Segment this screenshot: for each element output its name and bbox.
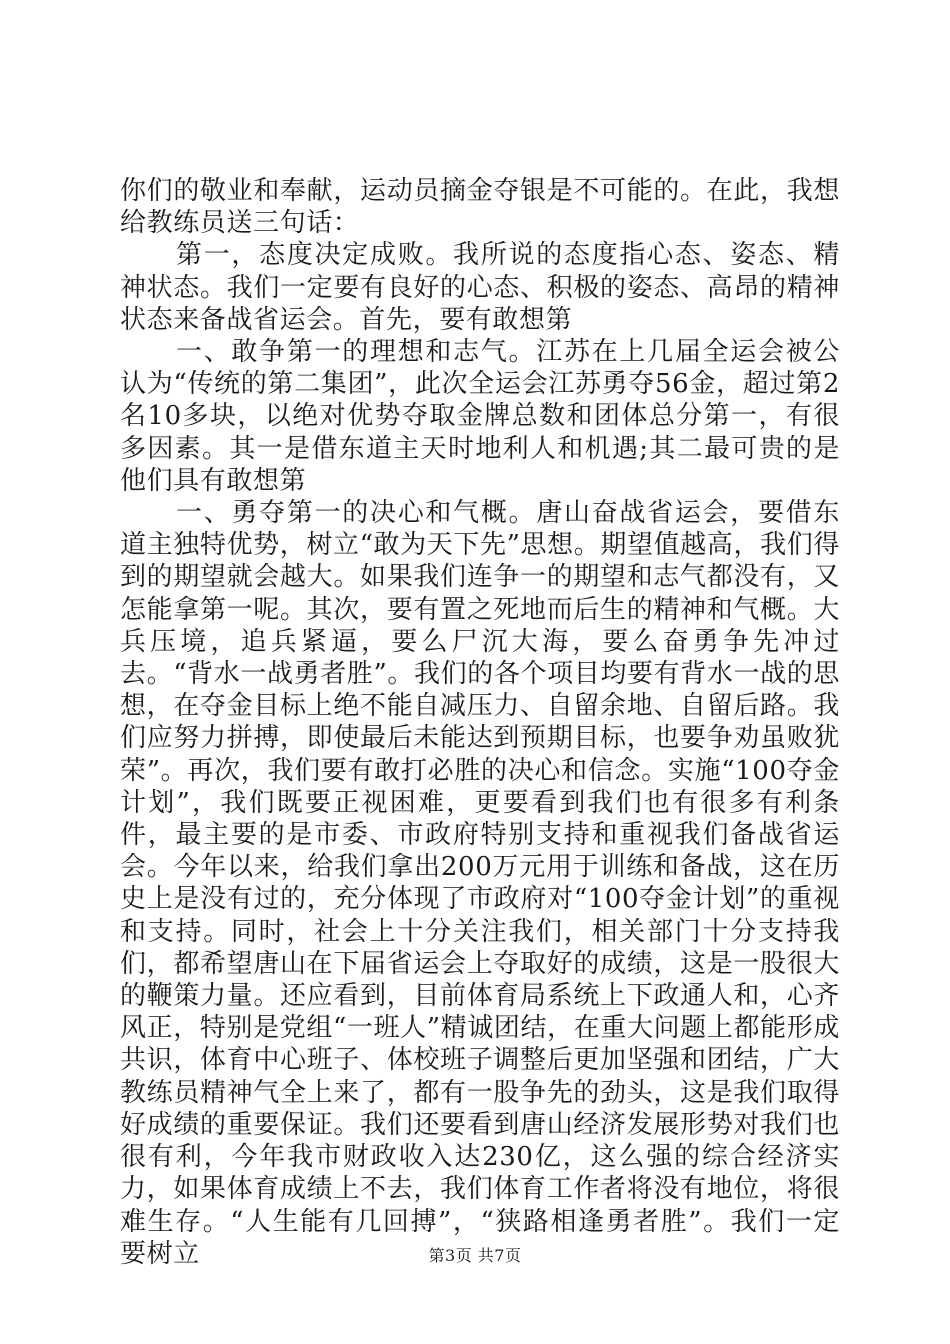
paragraph: 一、敢争第一的理想和志气。江苏在上几届全运会被公认为“传统的第二集团”，此次全运会江苏勇夺56金，超过第2名10多块，以绝对优势夺取金牌总数和团体总分第一，有很多因素。其一是借东道主天时地利人和机遇;其二最可贵的是他们具有敢想第 bbox=[120, 337, 840, 496]
body-text bbox=[120, 175, 840, 1270]
paragraph: 你们的敬业和奉献，运动员摘金夺银是不可能的。在此，我想给教练员送三句话： bbox=[120, 176, 840, 239]
paragraph: 一、勇夺第一的决心和气概。唐山奋战省运会，要借东道主独特优势，树立“敢为天下先”思想。期望值越高，我们得到的期望就会越大。如果我们连争一的期望和志气都没有，又怎能拿第一呢。其次，要有置之死地而后生的精神和气概。大兵压境，追兵紧逼，要么尸沉大海，要么奋勇争先冲过去。“背水一战勇者胜”。我们的各个项目均要有背水一战的思想，在夺金目标上绝不能自减压力、自留余地、自留后路。我们应努力拼搏，即使最后未能达到预期目标，也要争劝虽败犹荣”。再次，我们要有敢打必胜的决心和信念。实施“100夺金计划”，我们既要正视困难，更要看到我们也有很多有利条件，最主要的是市委、市政府特别支持和重视我们备战省运会。今年以来，给我们拿出200万元用于训练和备战，这在历史上是没有过的，充分体现了市政府对“100夺金计划”的重视和支持。同时，社会上十分关注我们，相关部门十分支持我们，都希望唐山在下届省运会上夺取好的成绩，这是一股很大的鞭策力量。还应看到，目前体育局系统上下政通人和，心齐风正，特别是党组“一班人”精诚团结，在重大问题上都能形成共识，体育中心班子、体校班子调整后更加坚强和团结，广大教练员精神气全上来了，都有一股争先的劲头，这是我们取得好成绩的重要保证。我们还要看到唐山经济发展形势对我们也很有利，今年我市财政收入达230亿，这么强的综合经济实力，如果体育成绩上不去，我们体育工作者将没有地位，将很难生存。“人生能有几回搏”，“狭路相逢勇者胜”。我们一定要树立 bbox=[120, 498, 840, 1269]
paragraph: 第一，态度决定成败。我所说的态度指心态、姿态、精神状态。我们一定要有良好的心态、积极的姿态、高昂的精神状态来备战省运会。首先，要有敢想第 bbox=[120, 240, 840, 335]
page-footer: 第3页 共7页 bbox=[428, 1246, 522, 1265]
